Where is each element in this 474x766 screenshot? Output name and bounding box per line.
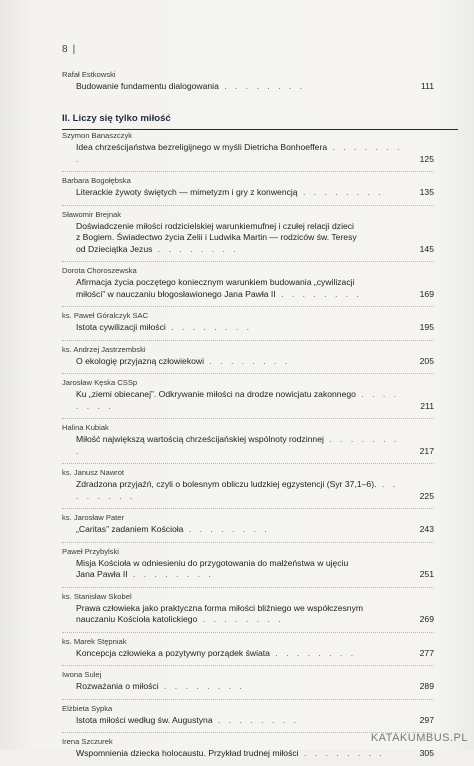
entry-page-number: 217	[419, 445, 434, 456]
entry-title: Istota cywilizacji miłości	[76, 322, 166, 332]
entry-page-number: 145	[419, 243, 434, 254]
entry-page-number: 277	[419, 647, 434, 658]
entry-divider	[62, 418, 434, 419]
entry-title: Jana Pawła II	[76, 569, 128, 579]
entry-title-line	[62, 524, 434, 536]
toc-entry	[62, 373, 434, 412]
entry-divider	[62, 205, 434, 206]
entry-title-line	[62, 81, 434, 93]
entry-page-number: 269	[419, 614, 434, 624]
entry-title-line	[62, 681, 434, 693]
entry-title-line	[62, 322, 434, 334]
entry-title: Wspomnienia dziecka holocaustu. Przykład trudnej miłości	[76, 748, 299, 758]
entry-title-line	[62, 434, 434, 457]
entry-author: Elżbieta Sypka	[62, 703, 113, 713]
entry-author: Iwona Sulej	[62, 670, 102, 679]
entry-title-line	[62, 614, 434, 626]
section-title: II. Liczy się tylko miłość	[62, 113, 171, 124]
entry-title: Istota miłości według św. Augustyna	[76, 714, 213, 725]
entry-page-number: 195	[419, 322, 434, 332]
entry-title: Literackie żywoty świętych — mimetyzm i gry z konwencją	[76, 187, 298, 197]
entry-author: ks. Marek Stępniak	[62, 636, 127, 646]
entry-page-number: 205	[419, 355, 434, 366]
toc-entry	[62, 340, 434, 368]
entry-author: Halina Kubiak	[62, 423, 109, 432]
entry-page-number: 305	[419, 748, 434, 758]
entry-author: Jarosław Kęska CSSp	[62, 378, 138, 387]
entry-author: ks. Janusz Nawrot	[62, 468, 125, 477]
leader-dots: . . . . . . . .	[76, 142, 403, 164]
entry-divider	[62, 587, 434, 588]
entry-divider	[62, 463, 434, 464]
toc-entry	[62, 171, 434, 199]
entry-author: Dorota Choroszewska	[62, 266, 137, 275]
entry-page-number: 289	[419, 681, 434, 691]
entry-title: „Caritas” zadaniem Kościoła	[76, 524, 184, 534]
entry-title-line	[62, 142, 434, 165]
entry-divider	[62, 373, 434, 374]
entry-page-number: 297	[419, 714, 434, 725]
section-heading	[62, 108, 458, 130]
entry-title: Afirmacja życia poczętego koniecznym warunkiem budowania „cywilizacji	[76, 277, 355, 287]
entry-title-line	[62, 221, 434, 233]
leader-dots: . . . . . . . .	[298, 748, 385, 758]
toc-entry	[62, 665, 434, 693]
entry-title-line	[62, 715, 434, 727]
entry-title: od Dzieciątka Jezus	[76, 243, 153, 254]
entry-page-number: 225	[419, 490, 434, 501]
entry-author: Rafał Estkowski	[62, 70, 116, 79]
toc-entry	[62, 463, 434, 502]
entry-page-number: 111	[420, 81, 434, 91]
leader-dots: . . . . . . . .	[212, 714, 299, 725]
leader-dots: . . . . . . . .	[76, 434, 400, 456]
entry-title: Misja Kościoła w odniesieniu do przygotowania do małżeństwa w ujęciu	[76, 557, 349, 568]
entry-divider	[62, 542, 434, 543]
entry-title: Miłość największą wartością chrześcijańskiej wspólnoty rodzinnej	[76, 434, 324, 444]
entry-title: nauczaniu Kościoła katolickiego	[76, 614, 198, 624]
leader-dots: . . . . . . . .	[76, 479, 398, 501]
entry-title-line	[62, 187, 434, 199]
page-header	[62, 44, 75, 55]
entry-author: ks. Andrzej Jastrzembski	[62, 344, 146, 354]
entry-divider	[62, 632, 434, 633]
entry-title-line	[62, 277, 434, 289]
leader-dots: . . . . . . . .	[127, 569, 214, 579]
entry-title: Prawa człowieka jako praktyczna forma miłości bliźniego we współczesnym	[76, 602, 364, 613]
entry-divider	[62, 340, 434, 341]
toc-entry	[62, 261, 434, 300]
entry-title: Idea chrześcijaństwa bezreligijnego w myśli Dietricha Bonhoeffera	[76, 142, 328, 152]
leader-dots: . . . . . . . .	[152, 243, 239, 254]
toc-entry	[62, 632, 434, 660]
leader-dots: . . . . . . . .	[297, 187, 384, 197]
entry-title: Koncepcja człowieka a pozytywny porządek świata	[76, 647, 270, 658]
leader-dots: . . . . . . . .	[204, 355, 291, 366]
toc-entries	[62, 131, 434, 766]
entry-page-number: 135	[419, 187, 434, 197]
toc-entry	[62, 205, 434, 256]
toc-entry	[62, 306, 434, 334]
leader-dots: . . . . . . . .	[165, 322, 252, 332]
entry-divider	[62, 699, 434, 700]
entry-divider	[62, 171, 434, 172]
entry-divider	[62, 508, 434, 509]
entry-author: Szymon Banaszczyk	[62, 131, 133, 140]
entry-author: ks. Paweł Góralczyk SAC	[62, 311, 149, 320]
entry-author: Barbara Bogołębska	[62, 176, 131, 185]
entry-title: Ku „ziemi obiecanej”. Odkrywanie miłości na drodze nowicjatu zakonnego	[76, 389, 356, 399]
header-separator: |	[72, 44, 76, 55]
entry-title: miłości” w nauczaniu błogosławionego Jana Pawła II	[76, 288, 276, 299]
leader-dots: . . . . . . . .	[76, 389, 400, 411]
entry-page-number: 243	[419, 524, 434, 534]
toc-entry	[62, 542, 434, 581]
entry-page-number: 211	[420, 400, 434, 411]
leader-dots: . . . . . . . .	[269, 647, 357, 658]
entry-author: ks. Jarosław Pater	[62, 513, 125, 522]
entry-title-line	[62, 479, 434, 502]
entry-author: Irena Szczurek	[62, 737, 113, 746]
entry-title-line	[62, 569, 434, 581]
toc-entry	[62, 131, 434, 165]
entry-title-line	[62, 356, 434, 368]
entry-title: Zdradzona przyjaźń, czyli o bolesnym obliczu ludzkiej egzystencji (Syr 37,1–6).	[76, 479, 377, 489]
entry-title-line	[62, 389, 434, 412]
entry-title: z Bogiem. Świadectwo życia Zelii i Ludwika Martin — rodziców św. Teresy	[76, 232, 357, 242]
entry-title-line	[62, 244, 434, 256]
entry-title: Budowanie fundamentu dialogowania	[76, 81, 219, 91]
toc-entries-top	[62, 70, 434, 99]
toc-entry	[62, 699, 434, 727]
entry-page-number: 251	[419, 569, 434, 579]
entry-page-number: 125	[419, 153, 434, 164]
leader-dots: . . . . . . . .	[197, 614, 284, 624]
toc-entry	[62, 70, 434, 93]
entry-author: Paweł Przybylski	[62, 546, 119, 556]
leader-dots: . . . . . . . .	[275, 288, 362, 299]
toc-entry	[62, 418, 434, 457]
entry-divider	[62, 306, 434, 307]
toc-entry	[62, 508, 434, 536]
entry-author: Sławomir Brejnak	[62, 209, 122, 219]
page-number: 8	[62, 44, 68, 55]
entry-title: Doświadczenie miłości rodzicielskiej warunkiemufnej i czułej relacji dzieci	[76, 220, 354, 231]
toc-entry	[62, 587, 434, 626]
entry-divider	[62, 261, 434, 262]
entry-title-line	[62, 232, 434, 244]
entry-title: Rozważania o miłości	[76, 681, 159, 691]
leader-dots: . . . . . . . .	[183, 524, 270, 534]
entry-title-line	[62, 558, 434, 570]
leader-dots: . . . . . . . .	[218, 81, 306, 91]
entry-page-number: 169	[419, 288, 434, 299]
watermark: KATAKUMBUS.PL	[370, 732, 468, 744]
entry-title-line	[62, 648, 434, 660]
entry-title-line	[62, 603, 434, 615]
entry-title-line	[62, 289, 434, 301]
entry-divider	[62, 665, 434, 666]
leader-dots: . . . . . . . .	[158, 681, 245, 691]
entry-author: ks. Stanisław Skobel	[62, 591, 132, 601]
entry-title: O ekologię przyjazną człowiekowi	[76, 355, 205, 366]
